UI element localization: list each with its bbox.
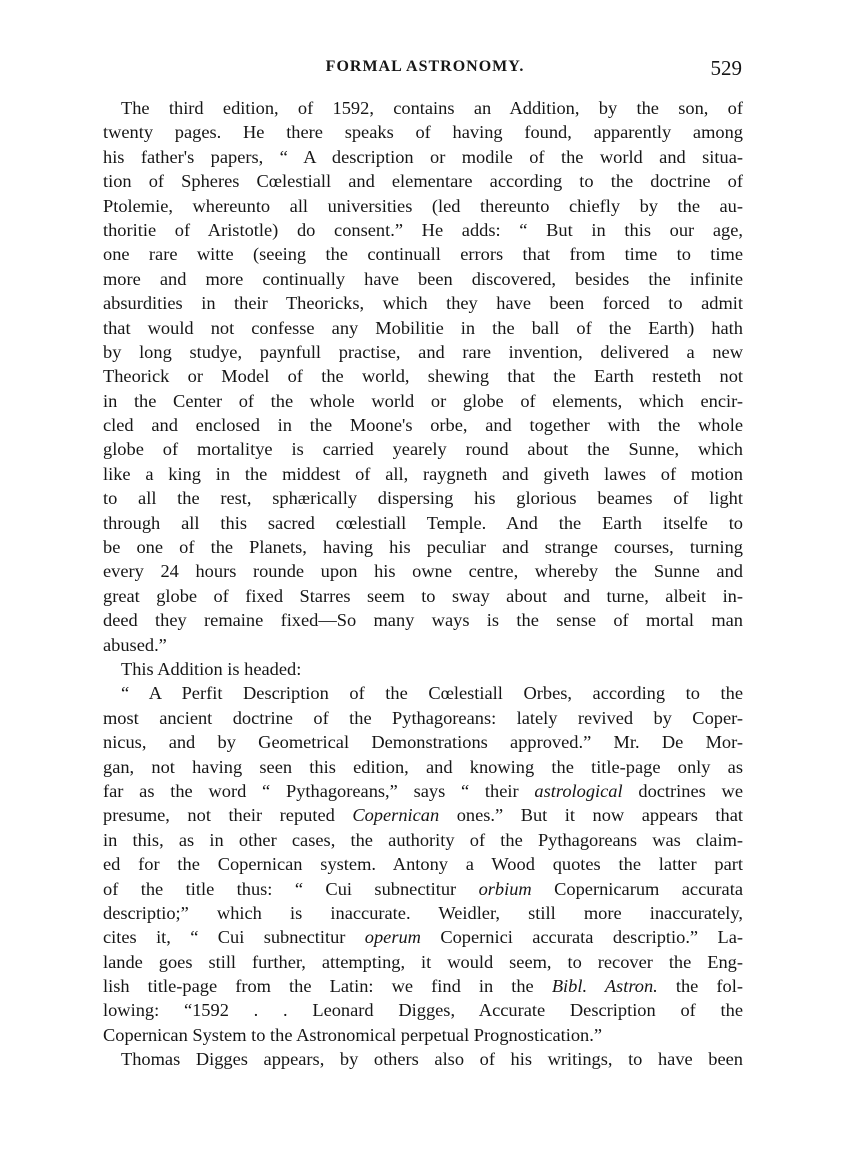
text-line: in the Center of the whole world or globe of elements, which encir- xyxy=(103,390,743,411)
text-line: lande goes still further, attempting, it would seem, to recover the Eng- xyxy=(103,951,743,972)
italic-text: Bibl. Astron. xyxy=(551,976,658,997)
text-line: “ A Perfit Description of the Cœlestiall Orbes, according to the xyxy=(121,683,743,704)
page-number: 529 xyxy=(710,56,742,80)
text-line: descriptio;” which is inaccurate. Weidler, still more inaccurately, xyxy=(103,902,743,923)
italic-text: orbium xyxy=(478,878,532,899)
page-header xyxy=(0,58,850,88)
text-segment: lish title-page from the Latin: we find in the xyxy=(103,976,552,997)
text-line: ed for the Copernican system. Antony a Wood quotes the latter part xyxy=(103,854,743,875)
text-line: absurdities in their Theoricks, which they have been forced to admit xyxy=(103,293,743,314)
text-line: more and more continually have been discovered, besides the infinite xyxy=(103,268,743,289)
text-segment: cites it, “ Cui subnectitur xyxy=(103,927,365,948)
text-segment: far as the word “ Pythagoreans,” says “ their xyxy=(103,780,535,801)
text-line: most ancient doctrine of the Pythagoreans: lately revived by Coper- xyxy=(103,707,743,728)
text-line: great globe of fixed Starres seem to sway about and turne, albeit in- xyxy=(103,585,743,606)
text-line: one rare witte (seeing the continuall errors that from time to time xyxy=(103,244,743,265)
text-line xyxy=(103,779,743,803)
text-line: Thomas Digges appears, by others also of his writings, to have been xyxy=(121,1049,743,1070)
italic-text: astrological xyxy=(534,780,623,801)
text-line: Ptolemie, whereunto all universities (led thereunto chiefly by the au- xyxy=(103,195,743,216)
body-text xyxy=(103,96,743,1072)
text-line: globe of mortalitye is carried yearely round about the Sunne, which xyxy=(103,439,743,460)
text-line: his father's papers, “ A description or modile of the world and situa- xyxy=(103,146,743,167)
text-line: every 24 hours rounde upon his owne centre, whereby the Sunne and xyxy=(103,561,743,582)
text-line: nicus, and by Geometrical Demonstrations approved.” Mr. De Mor- xyxy=(103,732,743,753)
text-line xyxy=(103,974,743,998)
text-line: Copernican System to the Astronomical perpetual Prognostication.” xyxy=(103,1024,602,1045)
text-line: in this, as in other cases, the authority of the Pythagoreans was claim- xyxy=(103,829,743,850)
text-segment: ones.” But it now appears that xyxy=(439,805,743,826)
running-title: FORMAL ASTRONOMY. xyxy=(325,58,525,75)
italic-text: Copernican xyxy=(352,805,440,826)
text-segment: presume, not their reputed xyxy=(103,805,353,826)
italic-text: operum xyxy=(364,927,421,948)
text-line: The third edition, of 1592, contains an Addition, by the son, of xyxy=(121,98,743,118)
text-line: that would not confesse any Mobilitie in the ball of the Earth) hath xyxy=(103,317,743,338)
text-line: gan, not having seen this edition, and knowing the title-page only as xyxy=(103,756,743,777)
text-line: twenty pages. He there speaks of having found, apparently among xyxy=(103,122,743,143)
text-line xyxy=(103,803,743,827)
text-line: like a king in the middest of all, raygneth and giveth lawes of motion xyxy=(103,463,743,484)
text-line: thoritie of Aristotle) do consent.” He adds: “ But in this our age, xyxy=(103,219,743,240)
text-segment: doctrines we xyxy=(622,780,743,801)
text-line: be one of the Planets, having his peculiar and strange courses, turning xyxy=(103,537,743,558)
text-line: abused.” xyxy=(103,634,167,655)
text-line xyxy=(103,877,743,901)
text-segment: the fol- xyxy=(657,976,743,997)
text-segment: Copernicarum accurata xyxy=(531,878,743,899)
text-segment: Copernici accurata descriptio.” La- xyxy=(420,927,743,948)
text-line: deed they remaine fixed—So many ways is the sense of mortal man xyxy=(103,610,743,631)
text-line: lowing: “1592 . . Leonard Digges, Accurate Description of the xyxy=(103,1000,743,1021)
text-line xyxy=(103,925,743,949)
text-line: This Addition is headed: xyxy=(121,658,302,679)
text-line: cled and enclosed in the Moone's orbe, and together with the whole xyxy=(103,415,743,436)
text-line: through all this sacred cœlestiall Temple. And the Earth itselfe to xyxy=(103,512,743,533)
text-line: to all the rest, sphærically dispersing his glorious beames of light xyxy=(103,488,743,509)
text-line: Theorick or Model of the world, shewing that the Earth resteth not xyxy=(103,366,743,387)
text-line: tion of Spheres Cœlestiall and elementare according to the doctrine of xyxy=(103,171,743,192)
text-line: by long studye, paynfull practise, and rare invention, delivered a new xyxy=(103,341,743,362)
text-segment: of the title thus: “ Cui subnectitur xyxy=(103,878,479,899)
